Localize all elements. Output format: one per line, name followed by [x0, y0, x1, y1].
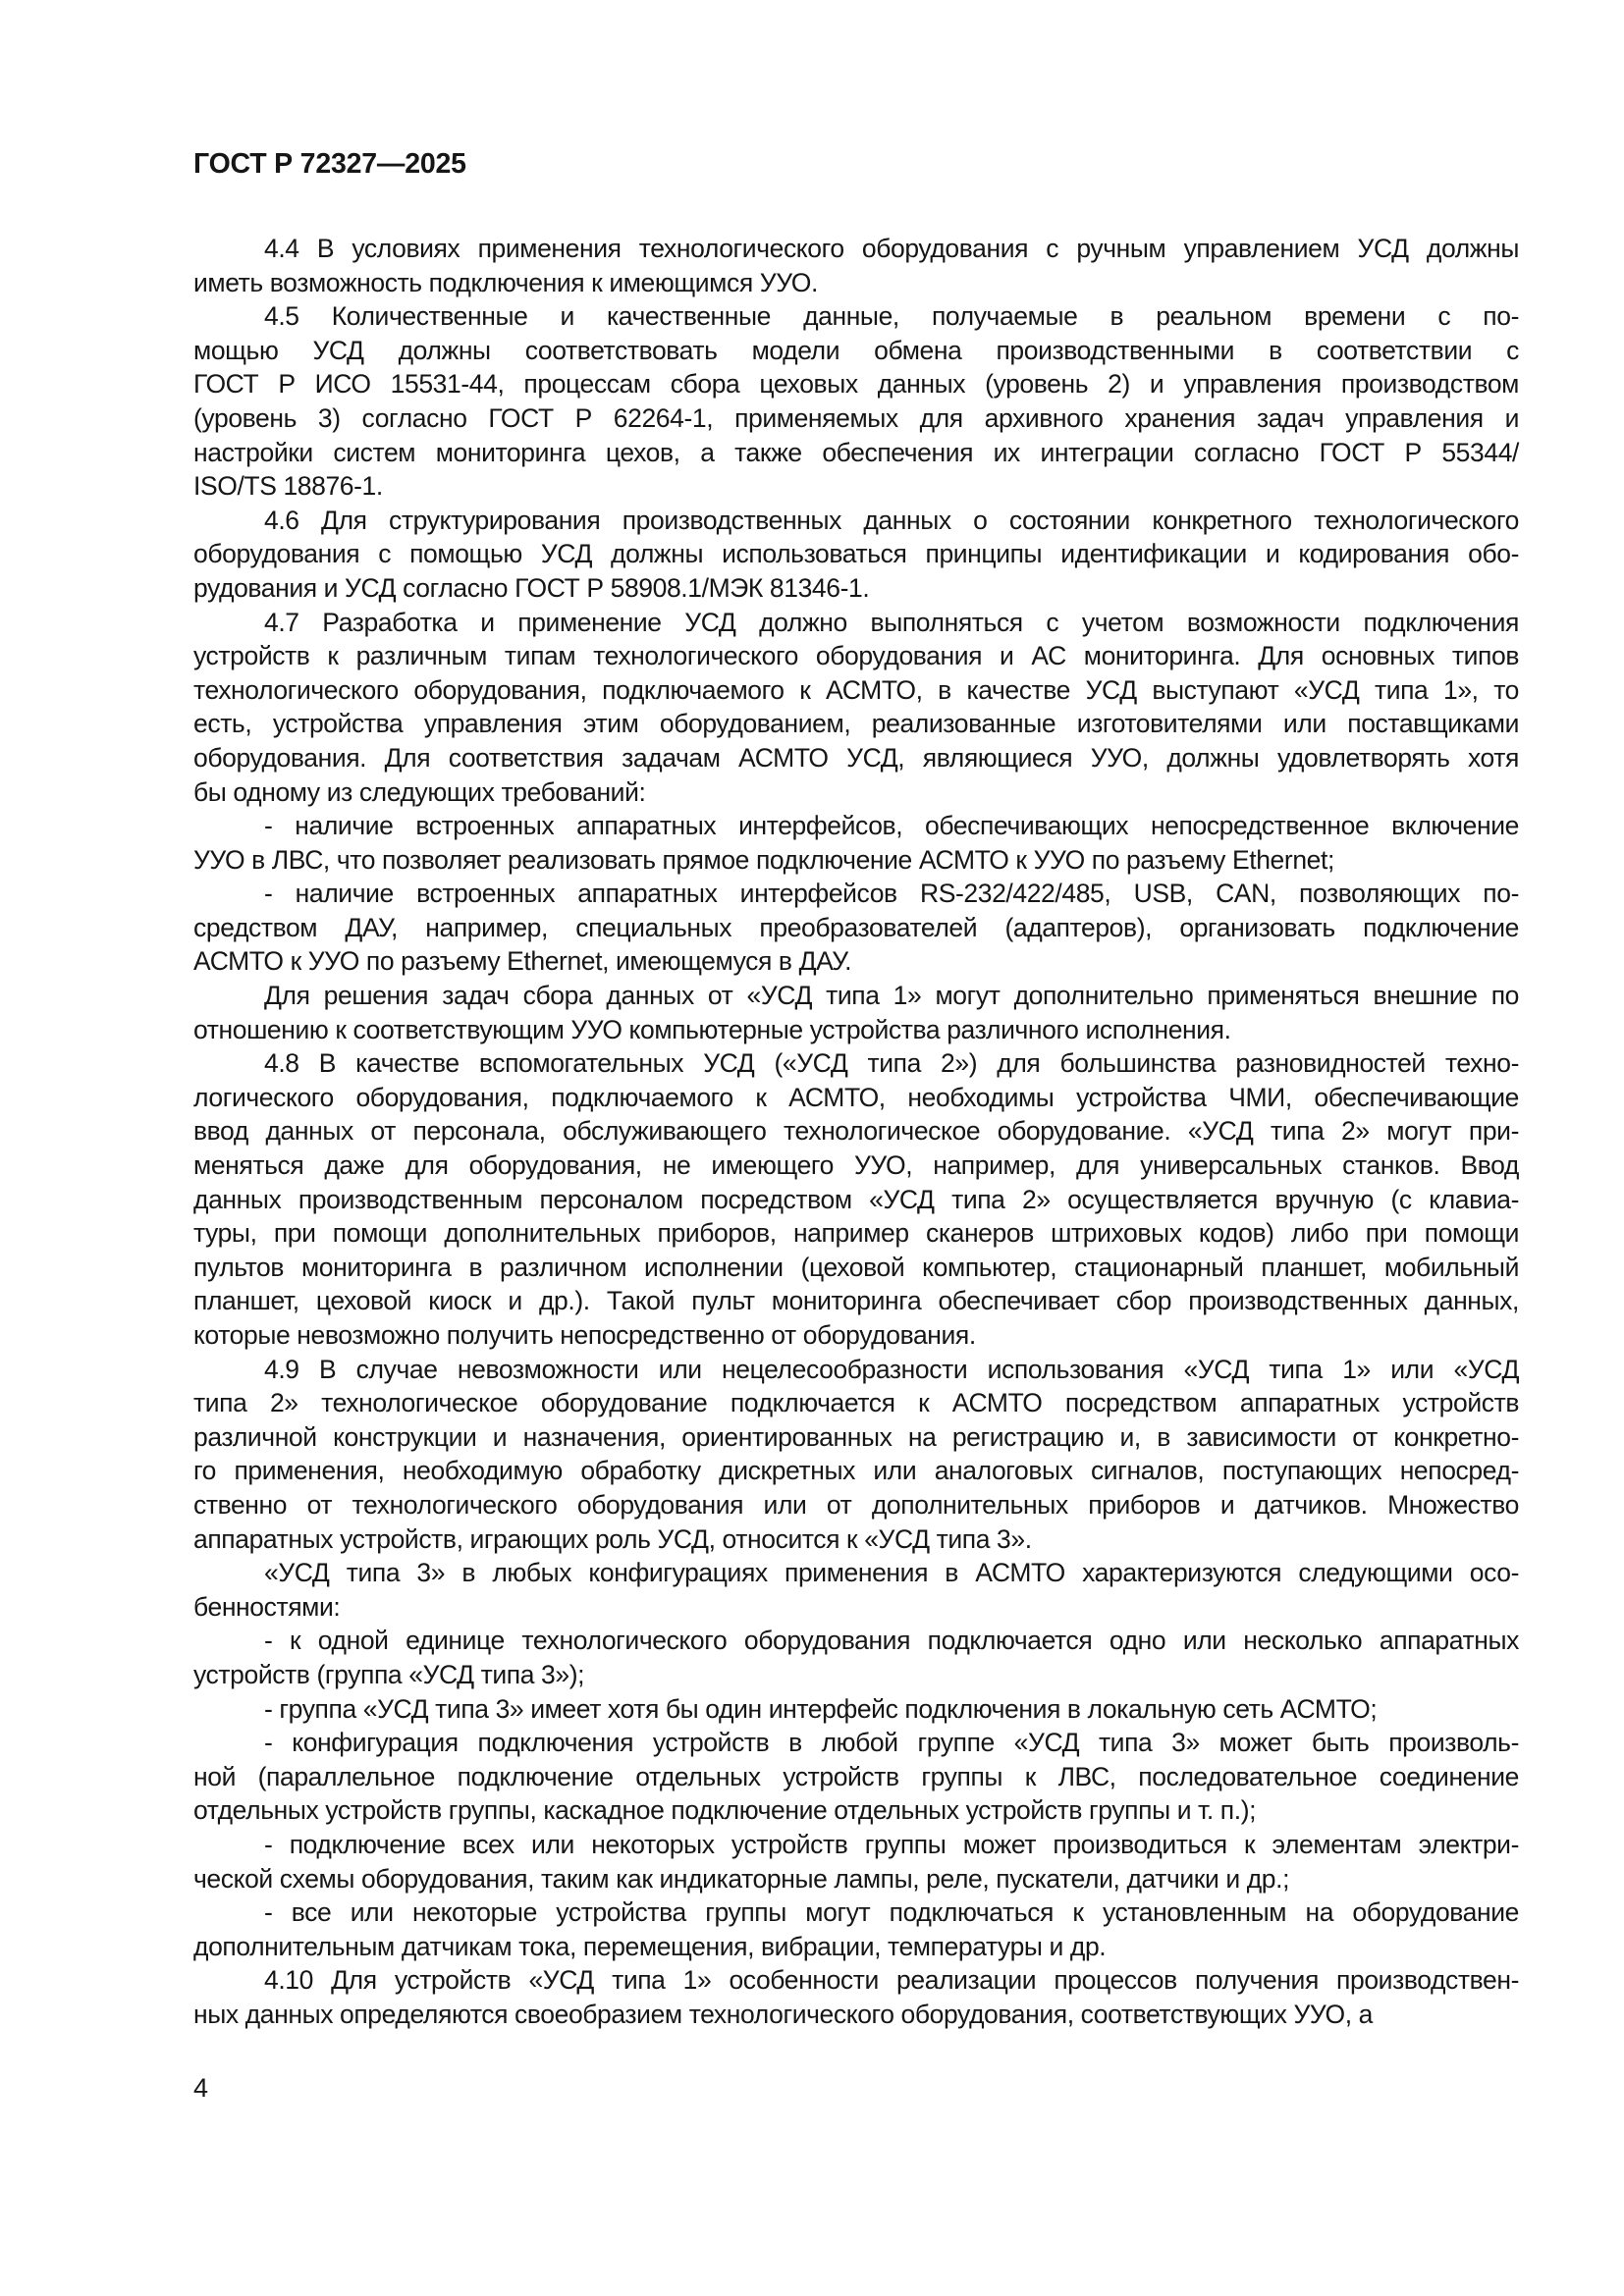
text-line: ISO/TS 18876-1. [193, 471, 383, 502]
text-line: типа 2» технологическое оборудование подключается к АСМТО посредством аппаратных устройств [193, 1388, 1519, 1418]
text-line: пультов мониторинга в различном исполнении (цеховой компьютер, стационарный планшет, мобильный [193, 1252, 1519, 1282]
text-line: 4.7 Разработка и применение УСД должно выполняться с учетом возможности подключения [264, 607, 1519, 637]
text-line: АСМТО к УУО по разъему Ethernet, имеющемуся в ДАУ. [193, 946, 852, 977]
text-line: ческой схемы оборудования, таким как индикаторные лампы, реле, пускатели, датчики и др.; [193, 1863, 1290, 1894]
text-line: мощью УСД должны соответствовать модели обмена производственными в соответствии с [193, 335, 1519, 365]
text-line: отношению к соответствующим УУО компьютерные устройства различного исполнения. [193, 1014, 1231, 1044]
text-line: туры, при помощи дополнительных приборов, например сканеров штриховых кодов) либо при помощи [193, 1218, 1519, 1249]
text-line: ввод данных от персонала, обслуживающего технологическое оборудование. «УСД типа 2» могут при- [193, 1116, 1519, 1147]
text-line: - все или некоторые устройства группы могут подключаться к установленным на оборудование [264, 1897, 1519, 1928]
text-line: меняться даже для оборудования, не имеющего УУО, например, для универсальных станков. Ввод [193, 1150, 1519, 1181]
text-line: данных производственным персоналом посредством «УСД типа 2» осуществляется вручную (с клавиа- [193, 1184, 1519, 1214]
text-line: настройки систем мониторинга цехов, а также обеспечения их интеграции согласно ГОСТ Р 55344/ [193, 437, 1519, 467]
text-line: - конфигурация подключения устройств в любой группе «УСД типа 3» может быть произволь- [264, 1728, 1519, 1758]
text-line: 4.10 Для устройств «УСД типа 1» особенности реализации процессов получения производствен- [264, 1965, 1519, 1996]
text-line: которые невозможно получить непосредственно от оборудования. [193, 1320, 976, 1350]
text-line: - наличие встроенных аппаратных интерфейсов RS-232/422/485, USB, CAN, позволяющих по- [264, 879, 1519, 909]
text-line: иметь возможность подключения к имеющимся УУО. [193, 267, 818, 297]
text-line: оборудования. Для соответствия задачам АСМТО УСД, являющиеся УУО, должны удовлетворять хотя [193, 742, 1519, 773]
text-line: «УСД типа 3» в любых конфигурациях применения в АСМТО характеризуются следующими осо- [264, 1558, 1519, 1588]
text-line: - к одной единице технологического оборудования подключается одно или несколько аппаратных [264, 1626, 1519, 1656]
text-line: оборудования с помощью УСД должны использоваться принципы идентификации и кодирования обо- [193, 539, 1519, 569]
text-line: го применения, необходимую обработку дискретных или аналоговых сигналов, поступающих непосред- [193, 1456, 1519, 1486]
text-line: 4.9 В случае невозможности или нецелесообразности использования «УСД типа 1» или «УСД [264, 1354, 1519, 1384]
text-line: различной конструкции и назначения, ориентированных на регистрацию и, в зависимости от конкретно- [193, 1421, 1519, 1452]
document-header: ГОСТ Р 72327—2025 [193, 148, 466, 180]
text-line: ственно от технологического оборудования или от дополнительных приборов и датчиков. Множество [193, 1489, 1519, 1520]
text-line: ГОСТ Р ИСО 15531-44, процессам сбора цеховых данных (уровень 2) и управления производством [193, 369, 1519, 400]
text-line: ной (параллельное подключение отдельных устройств группы к ЛВС, последовательное соединение [193, 1761, 1519, 1791]
text-line: устройств к различным типам технологического оборудования и АС мониторинга. Для основных типов [193, 641, 1519, 671]
text-line: ных данных определяются своеобразием технологического оборудования, соответствующих УУО, а [193, 1999, 1373, 2029]
document-body [193, 232, 1519, 2031]
text-line: отдельных устройств группы, каскадное подключение отдельных устройств группы и т. п.); [193, 1795, 1257, 1826]
text-line: (уровень 3) согласно ГОСТ Р 62264-1, применяемых для архивного хранения задач управления и [193, 402, 1519, 433]
text-line: бенностями: [193, 1591, 341, 1622]
text-line: технологического оборудования, подключаемого к АСМТО, в качестве УСД выступают «УСД типа 1», то [193, 674, 1519, 705]
text-line: планшет, цеховой киоск и др.). Такой пульт мониторинга обеспечивает сбор производственных данных, [193, 1286, 1519, 1316]
text-line: логического оборудования, подключаемого к АСМТО, необходимы устройства ЧМИ, обеспечивающие [193, 1082, 1519, 1112]
text-line: 4.6 Для структурирования производственных данных о состоянии конкретного технологического [264, 505, 1519, 535]
text-line: - группа «УСД типа 3» имеет хотя бы один интерфейс подключения в локальную сеть АСМТО; [264, 1693, 1378, 1724]
text-line: устройств (группа «УСД типа 3»); [193, 1659, 585, 1689]
text-line: 4.4 В условиях применения технологического оборудования с ручным управлением УСД должны [264, 234, 1519, 263]
text-line: 4.5 Количественные и качественные данные, получаемые в реальном времени с по- [264, 301, 1519, 332]
text-line: аппаратных устройств, играющих роль УСД, относится к «УСД типа 3». [193, 1523, 1032, 1554]
text-line: Для решения задач сбора данных от «УСД типа 1» могут дополнительно применяться внешние по [264, 981, 1519, 1011]
text-line: средством ДАУ, например, специальных преобразователей (адаптеров), организовать подключение [193, 912, 1519, 942]
page-number: 4 [193, 2073, 209, 2103]
text-line: бы одному из следующих требований: [193, 776, 646, 807]
text-line: - подключение всех или некоторых устройств группы может производиться к элементам электри- [264, 1829, 1519, 1859]
text-line: есть, устройства управления этим оборудованием, реализованные изготовителями или поставщиками [193, 709, 1519, 739]
text-line: 4.8 В качестве вспомогательных УСД («УСД типа 2») для большинства разновидностей техно- [264, 1048, 1519, 1079]
text-line: рудования и УСД согласно ГОСТ Р 58908.1/МЭК 81346-1. [193, 572, 870, 603]
text-line: УУО в ЛВС, что позволяет реализовать прямое подключение АСМТО к УУО по разъему Ethernet; [193, 844, 1334, 875]
text-line: дополнительным датчикам тока, перемещения, вибрации, температуры и др. [193, 1931, 1107, 1961]
text-line: - наличие встроенных аппаратных интерфейсов, обеспечивающих непосредственное включение [264, 811, 1519, 841]
